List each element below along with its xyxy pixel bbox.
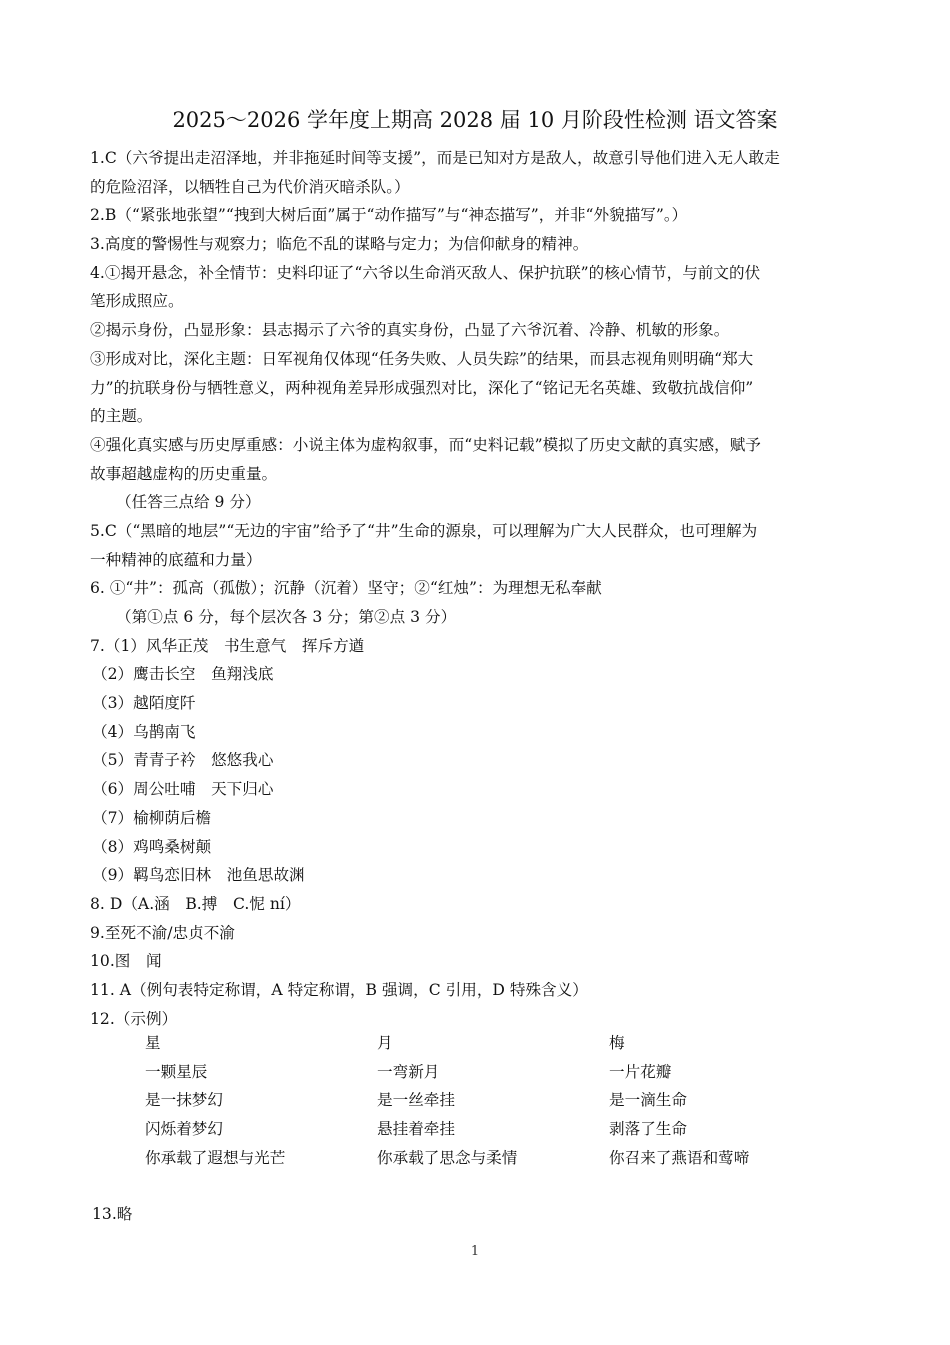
answer-line: 9.至死不渝/忠贞不渝 (90, 923, 235, 942)
table-row (145, 1029, 841, 1058)
answer-line: （4）乌鹊南飞 (92, 722, 196, 741)
answer-13: 13.略 (92, 1205, 133, 1223)
answer-line: 10.图 闻 (90, 952, 162, 971)
answer-line: 2.B（“紧张地张望”“拽到大树后面”属于“动作描写”与“神态描写”，并非“外貌描写”。） (90, 206, 688, 225)
scoring-note: （任答三点给 9 分） (116, 493, 261, 512)
answer-line: 11. A（例句表特定称谓，A 特定称谓，B 强调，C 引用，D 特殊含义） (90, 980, 588, 999)
answer-line: （3）越陌度阡 (92, 694, 196, 713)
answer-line: 12.（示例） (90, 1009, 178, 1028)
q12-example-table (145, 1029, 841, 1172)
answer-line: 笔形成照应。 (90, 292, 184, 311)
table-cell: 梅 (609, 1034, 625, 1052)
table-cell: 你承载了遐想与光芒 (145, 1148, 286, 1167)
answer-line: （8）鸡鸣桑树颠 (92, 837, 212, 856)
answer-line: （9）羁鸟恋旧林 池鱼思故渊 (92, 866, 305, 885)
table-cell: 你召来了燕语和莺啼 (609, 1148, 750, 1167)
answer-line: 一种精神的底蕴和力量） (90, 550, 262, 569)
table-row (145, 1144, 841, 1173)
table-cell: 悬挂着牵挂 (377, 1120, 455, 1139)
answer-line: ④强化真实感与历史厚重感：小说主体为虚构叙事，而“史料记载”模拟了历史文献的真实感，赋予 (90, 435, 761, 454)
table-cell: 是一抹梦幻 (145, 1091, 223, 1110)
answers-body (90, 144, 870, 1033)
table-cell: 一弯新月 (377, 1062, 440, 1081)
answer-line: 力”的抗联身份与牺牲意义，两种视角差异形成强烈对比，深化了“铭记无名英雄、致敬抗战信仰” (90, 378, 754, 397)
table-row (145, 1115, 841, 1144)
document-title: 2025～2026 学年度上期高 2028 届 10 月阶段性检测 语文答案 (172, 108, 778, 132)
answer-line: （7）榆柳荫后檐 (92, 808, 212, 827)
table-row (145, 1058, 841, 1087)
answer-line: 3.高度的警惕性与观察力；临危不乱的谋略与定力；为信仰献身的精神。 (90, 235, 589, 254)
answer-line: ③形成对比，深化主题：日军视角仅体现“任务失败、人员失踪”的结果，而县志视角则明确“郑大 (90, 349, 754, 368)
table-cell: 一颗星辰 (145, 1062, 208, 1081)
table-cell: 是一丝牵挂 (377, 1091, 455, 1110)
answer-line: 故事超越虚构的历史重量。 (90, 464, 278, 483)
answer-line: 7.（1）风华正茂 书生意气 挥斥方遒 (90, 636, 365, 655)
answer-line: 8. D（A.涵 B.搏 C.怩 ní） (90, 894, 301, 913)
page-number: 1 (470, 1244, 480, 1259)
answer-line: 的主题。 (90, 407, 153, 426)
answer-line: 1.C（六爷提出走沼泽地，并非拖延时间等支援”，而是已知对方是敌人，故意引导他们进入无人敢走 (90, 149, 780, 167)
answer-line: （5）青青子衿 悠悠我心 (92, 751, 274, 770)
table-cell: 是一滴生命 (609, 1091, 687, 1110)
answer-line: ②揭示身份，凸显形象：县志揭示了六爷的真实身份，凸显了六爷沉着、冷静、机敏的形象。 (90, 321, 730, 340)
table-cell: 月 (377, 1034, 393, 1052)
answer-line: （6）周公吐哺 天下归心 (92, 780, 274, 799)
answer-line: 4.①揭开悬念，补全情节：史料印证了“六爷以生命消灭敌人、保护抗联”的核心情节，与前文的伏 (90, 263, 761, 282)
answer-line: 的危险沼泽，以牺牲自己为代价消灭暗杀队。） (90, 177, 410, 196)
answer-line: （2）鹰击长空 鱼翔浅底 (92, 665, 274, 684)
table-cell: 星 (145, 1034, 161, 1052)
answer-line: 5.C（“黑暗的地层”“无边的宇宙”给予了“井”生命的源泉，可以理解为广大人民群众，也可理解为 (90, 521, 758, 540)
answer-line: 6. ①“井”：孤高（孤傲）；沉静（沉着）坚守；②“红烛”：为理想无私奉献 (90, 579, 602, 598)
scoring-note: （第①点 6 分，每个层次各 3 分；第②点 3 分） (116, 608, 457, 626)
table-cell: 剥落了生命 (609, 1120, 687, 1139)
table-cell: 一片花瓣 (609, 1062, 672, 1081)
table-row (145, 1086, 841, 1115)
table-cell: 你承载了思念与柔情 (377, 1148, 518, 1167)
table-cell: 闪烁着梦幻 (145, 1120, 223, 1139)
